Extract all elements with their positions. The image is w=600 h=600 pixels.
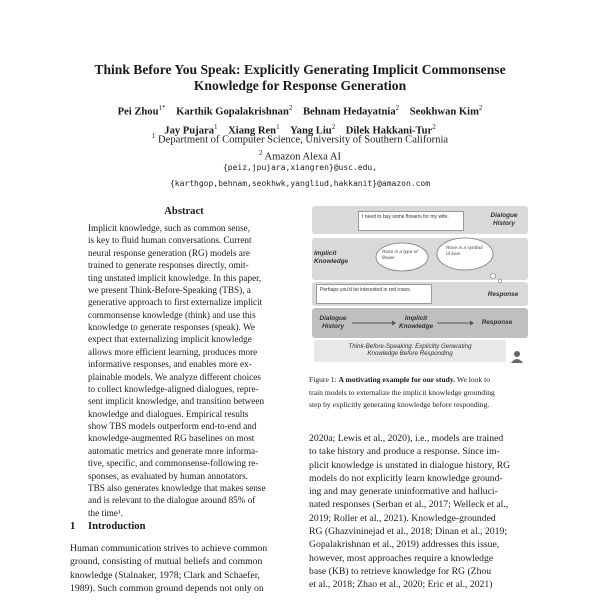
dialogue-history-utterance: I need to buy some flowers for my wife.: [358, 211, 464, 231]
thought-dot: [491, 274, 496, 279]
figure-tagline-line-1: Think-Before-Speaking: Explicitly Generating: [348, 343, 472, 350]
caption-line-2: train models to externalize the implicit knowledge grounding: [309, 387, 495, 397]
affiliation-text: Amazon Alexa AI: [264, 151, 342, 163]
intro-line: knowledge (Stalnaker, 1978; Clark and Schaefer,: [70, 569, 260, 581]
author: Yang Liu: [290, 125, 332, 137]
paper-title: [40, 62, 560, 94]
caption-label: Figure 1:: [309, 375, 337, 384]
author-affiliation-mark: 1: [276, 123, 280, 132]
body-line: 2019; Roller et al., 2021). Knowledge-grounded: [309, 512, 496, 524]
flow-implicit-knowledge: Implicit Knowledge: [398, 315, 434, 330]
author-affiliation-mark: 1*: [158, 104, 166, 112]
author: Dilek Hakkani-Tur: [345, 125, 433, 137]
abstract-body: [88, 222, 284, 519]
author-emails: [40, 160, 560, 192]
section-number: 1: [70, 521, 76, 532]
affiliations: [40, 130, 560, 164]
implicit-knowledge-label: Implicit Knowledge: [314, 250, 349, 265]
figure-caption: [309, 374, 531, 412]
body-line: ing and may generate uninformative and halluci-: [309, 486, 498, 498]
bubble-2-text: Rose is a symbol of love: [446, 246, 483, 257]
person-icon-head: [514, 351, 520, 357]
abstract-line: sent implicit knowledge, and transition between: [88, 396, 265, 407]
abstract-line: we present Think-Before-Speaking (TBS), a: [88, 284, 251, 295]
title-line-1: Think Before You Speak: Explicitly Generating Implicit Commonsense: [94, 62, 506, 77]
abstract-line: trained to generate responses directly, omit-: [88, 260, 249, 271]
thought-dot: [498, 279, 502, 283]
body-line: models do not explicitly learn knowledge ground-: [309, 472, 503, 484]
abstract-line: sponses, as evaluated by human annotators.: [88, 470, 248, 481]
abstract-line: knowledge and dialogues. Empirical results: [88, 408, 249, 419]
abstract-line: automatic metrics and generate more informa-: [88, 445, 259, 456]
flow-dialogue-history: Dialogue History: [319, 315, 347, 330]
dialogue-history-label: Dialogue History: [490, 212, 518, 227]
author-affiliation-mark: 2: [478, 104, 483, 112]
author-affiliation-mark: 2: [331, 123, 336, 132]
response-utterance: Perhaps you'd be interested in red roses.: [316, 284, 432, 304]
title-line-2: Knowledge for Response Generation: [193, 78, 407, 93]
affiliation-mark: 2: [258, 149, 263, 158]
author: Jay Pujara: [164, 125, 214, 137]
intro-line: 1989). Such common ground depends not only on: [70, 582, 264, 594]
right-column-body: [309, 432, 531, 592]
body-line: to take history and produce a response. Since im-: [309, 446, 500, 458]
abstract-line: tive, specific, and commonsense-following re-: [88, 458, 259, 469]
author: Seokhwan Kim: [409, 106, 479, 118]
abstract-line: neural response generation (RG) models are: [88, 247, 250, 258]
abstract-line: the time¹.: [88, 507, 123, 518]
email-line-2: {karthgop,behnam,seokhwk,yangliud,hakkanit}@amazon.com: [169, 179, 431, 188]
body-line: nated responses (Serban et al., 2017; Welleck et al.,: [309, 499, 509, 511]
author: Behnam Hedayatnia: [302, 106, 396, 118]
response-label: Response: [487, 291, 519, 298]
section-heading: [70, 521, 300, 532]
abstract-line: generative approach to first externalize implicit: [88, 297, 263, 308]
author-affiliation-mark: 2: [395, 104, 400, 112]
abstract-heading: Abstract: [164, 206, 204, 217]
abstract-line: Implicit knowledge, such as common sense,: [88, 223, 251, 233]
caption-line-3: step by explicitly generating knowledge before responding.: [309, 400, 490, 410]
body-line: Gopalakrishnan et al., 2019) addresses this issue,: [309, 539, 500, 551]
abstract-line: and is relevant to the dialogue around 85% of: [88, 495, 256, 506]
abstract-line: allows more efficient learning, produces more: [88, 346, 258, 357]
intro-line: Human communication strives to achieve common: [70, 543, 268, 554]
abstract-line: show TBS models outperform end-to-end and: [88, 421, 257, 431]
abstract-line: knowledge-augmented RG baselines on most: [88, 433, 255, 444]
author: Pei Zhou: [117, 106, 159, 118]
abstract-line: to collect knowledge-aligned dialogues, repre-: [88, 383, 259, 394]
figure-tagline-line-2: Knowledge Before Responding: [367, 350, 453, 358]
abstract-line: informative responses, and enables more ex-: [88, 359, 252, 370]
section-title: Introduction: [88, 521, 146, 532]
affiliation-1: [40, 130, 560, 147]
body-line: plicit knowledge is unstated in dialogue history, RG: [309, 459, 511, 471]
abstract-line: expect that externalizing implicit knowledge: [88, 334, 252, 345]
person-icon-body: [511, 359, 523, 363]
figure-1: [310, 204, 530, 364]
body-line: RG (Ghazvininejad et al., 2018; Dinan et al., 2019;: [309, 526, 508, 538]
author-affiliation-mark: 1: [214, 123, 218, 132]
author-affiliation-mark: 2: [288, 104, 293, 112]
email-line-1: {peiz,jpujara,xiangren}@usc.edu,: [222, 163, 378, 172]
abstract-line: TBS also generates knowledge that makes sense: [88, 482, 266, 493]
abstract-line: is key to fluid human conversations. Current: [88, 235, 252, 246]
introduction-body: [70, 542, 300, 595]
abstract-line: ting unstated implicit knowledge. In this paper,: [88, 272, 262, 283]
caption-bold: A motivating example for our study.: [338, 375, 456, 384]
intro-line: ground, consisting of mutual beliefs and common: [70, 556, 263, 568]
body-line: base (KB) to retrieve knowledge for RG (Zhou: [309, 565, 492, 577]
abstract-line: commonsense knowledge (think) and use this: [88, 309, 256, 320]
body-line: et al., 2018; Zhao et al., 2020; Eric et al., 2021): [309, 579, 493, 591]
author-line-1: [40, 101, 560, 120]
caption-line-1: [309, 374, 531, 387]
author: Karthik Gopalakrishnan: [176, 106, 289, 118]
author: Xiang Ren: [228, 125, 277, 137]
affiliation-mark: 1: [151, 132, 156, 140]
abstract-line: knowledge to generate responses (speak). We: [88, 322, 255, 332]
figure-tagline: [314, 343, 506, 358]
caption-text: We look to: [456, 375, 491, 384]
flow-response: Response: [481, 319, 513, 326]
body-line: however, most approaches require a knowledge: [309, 552, 494, 564]
author-affiliation-mark: 2: [432, 123, 436, 132]
abstract-line: plainable models. We analyze different choices: [88, 371, 261, 382]
affiliation-text: Department of Computer Science, University of Southern California: [158, 134, 449, 146]
body-line: 2020a; Lewis et al., 2020), i.e., models are trained: [309, 433, 504, 444]
bubble-1-text: Rose is a type of flower: [382, 250, 418, 261]
